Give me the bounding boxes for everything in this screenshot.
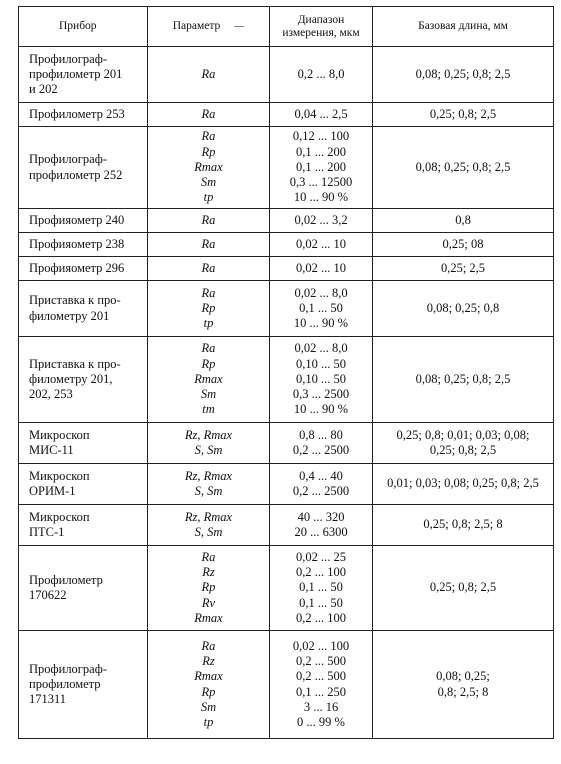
range-line: 0,10 ... 50 bbox=[296, 371, 346, 386]
range-line: 0,1 ... 200 bbox=[296, 159, 346, 174]
range-line: 0,1 ... 50 bbox=[299, 300, 343, 315]
range-line: 3 ... 16 bbox=[303, 699, 339, 714]
base-length-cell bbox=[373, 257, 554, 281]
parameter-line: Sm bbox=[200, 699, 217, 714]
parameter-line: Rmax bbox=[194, 371, 223, 386]
base-length-line: 0,25; 08 bbox=[442, 236, 484, 251]
header-range: Диапазон измерения, мкм bbox=[270, 7, 373, 47]
range-line: 0,2 ... 100 bbox=[296, 610, 346, 625]
device-name-line: Профилограф- bbox=[29, 51, 107, 66]
table-row bbox=[19, 631, 554, 739]
parameter-line: Rv bbox=[201, 595, 216, 610]
parameter-cell bbox=[148, 47, 270, 103]
base-length-line: 0,25; 0,8; 2,5 bbox=[429, 580, 497, 595]
parameter-line: Ra bbox=[201, 129, 216, 144]
range-line: 0,02 ... 8,0 bbox=[294, 341, 348, 356]
parameter-line: Rmax bbox=[194, 159, 223, 174]
parameter-line: Ra bbox=[201, 212, 216, 227]
range-line: 0,2 ... 500 bbox=[296, 653, 346, 668]
range-line: 0,12 ... 100 bbox=[292, 129, 350, 144]
parameter-line: Rp bbox=[201, 356, 216, 371]
range-line: 0,02 ... 10 bbox=[296, 260, 346, 275]
table-row bbox=[19, 281, 554, 337]
table-row bbox=[19, 47, 554, 103]
parameter-line: Ra bbox=[201, 260, 216, 275]
parameter-line: Ra bbox=[201, 106, 216, 121]
range-line: 10 ... 90 % bbox=[293, 190, 349, 205]
parameter-cell bbox=[148, 103, 270, 127]
parameter-line: Ra bbox=[201, 341, 216, 356]
range-line: 0 ... 99 % bbox=[297, 715, 345, 730]
range-line: 0,10 ... 50 bbox=[296, 356, 346, 371]
table-row bbox=[19, 127, 554, 209]
device-name-line: Микроскоп bbox=[29, 427, 90, 442]
base-length-cell bbox=[373, 631, 554, 739]
device-name-cell bbox=[19, 127, 148, 209]
base-length-line: 0,08; 0,25; 0,8; 2,5 bbox=[415, 66, 511, 81]
range-line: 0,1 ... 200 bbox=[296, 144, 346, 159]
range-cell bbox=[270, 337, 373, 423]
device-name-line: ПТС-1 bbox=[29, 525, 65, 539]
range-line: 0,02 ... 10 bbox=[296, 236, 346, 251]
base-length-line: 0,01; 0,03; 0,08; 0,25; 0,8; 2,5 bbox=[387, 476, 539, 491]
range-line: 0,4 ... 40 bbox=[299, 468, 343, 483]
parameter-line: Ra bbox=[201, 285, 216, 300]
header-base-length: Базовая длина, мм bbox=[373, 7, 554, 47]
table-row bbox=[19, 505, 554, 546]
device-name-line: Профияометр 296 bbox=[29, 260, 125, 275]
device-name-line: филометру 201 bbox=[29, 308, 110, 323]
device-name-line: профилометр 252 bbox=[29, 167, 123, 182]
header-mark: — bbox=[234, 21, 245, 32]
device-name-line: Микроскоп bbox=[29, 468, 90, 483]
parameter-line: Rp bbox=[201, 684, 216, 699]
base-length-line: 0,25; 0,8; 2,5; 8 bbox=[423, 517, 503, 532]
device-name-cell bbox=[19, 233, 148, 257]
parameter-line: tm bbox=[202, 402, 215, 417]
range-cell bbox=[270, 127, 373, 209]
range-line: 0,04 ... 2,5 bbox=[294, 106, 348, 121]
parameter-line: S, Sm bbox=[194, 484, 223, 498]
parameter-line: Rp bbox=[201, 144, 216, 159]
device-name-line: 171311 bbox=[29, 692, 67, 707]
device-name-line: Профилограф- bbox=[29, 152, 107, 167]
parameter-line: Rz, Rmax bbox=[184, 468, 233, 483]
range-line: 20 ... 6300 bbox=[294, 525, 348, 539]
range-line: 40 ... 320 bbox=[297, 509, 345, 524]
parameter-line: Ra bbox=[201, 638, 216, 653]
range-line: 0,2 ... 100 bbox=[296, 565, 346, 580]
range-cell bbox=[270, 233, 373, 257]
device-name-cell bbox=[19, 546, 148, 631]
parameter-line: Sm bbox=[200, 175, 217, 190]
base-length-cell bbox=[373, 337, 554, 423]
device-name-cell bbox=[19, 505, 148, 546]
device-name-cell bbox=[19, 337, 148, 423]
parameter-line: Rz bbox=[202, 565, 215, 580]
device-name-line: Приставка к про- bbox=[29, 293, 121, 308]
device-name-line: Микроскоп bbox=[29, 509, 90, 524]
range-line: 0,02 ... 3,2 bbox=[294, 212, 348, 227]
base-length-cell bbox=[373, 505, 554, 546]
range-cell bbox=[270, 281, 373, 337]
device-name-line: филометру 201, bbox=[29, 371, 113, 386]
range-cell bbox=[270, 209, 373, 233]
range-cell bbox=[270, 546, 373, 631]
table-row bbox=[19, 209, 554, 233]
device-table bbox=[18, 6, 554, 739]
range-line: 0,2 ... 2500 bbox=[292, 484, 350, 498]
header-device: Прибор bbox=[19, 7, 148, 47]
base-length-line: 0,25; 0,8; 2,5 bbox=[429, 106, 497, 121]
base-length-line: 0,25; 0,8; 2,5 bbox=[429, 443, 497, 457]
parameter-cell bbox=[148, 281, 270, 337]
table-row bbox=[19, 233, 554, 257]
device-name-line: Приставка к про- bbox=[29, 356, 121, 371]
device-name-line: Профилометр bbox=[29, 572, 103, 587]
base-length-cell bbox=[373, 546, 554, 631]
device-name-line: Профияометр 238 bbox=[29, 236, 125, 251]
parameter-line: S, Sm bbox=[194, 443, 223, 457]
parameter-line: tp bbox=[203, 316, 214, 331]
device-name-cell bbox=[19, 103, 148, 127]
range-line: 10 ... 90 % bbox=[293, 402, 349, 417]
range-cell bbox=[270, 631, 373, 739]
parameter-line: Rp bbox=[201, 300, 216, 315]
device-name-cell bbox=[19, 209, 148, 233]
device-name-cell bbox=[19, 631, 148, 739]
table-header-row bbox=[19, 7, 554, 47]
device-name-line: Профияометр 240 bbox=[29, 212, 125, 227]
device-name-line: 202, 253 bbox=[29, 387, 73, 402]
parameter-line: Ra bbox=[201, 66, 216, 81]
range-line: 0,8 ... 80 bbox=[299, 427, 343, 442]
table-row bbox=[19, 546, 554, 631]
device-name-cell bbox=[19, 423, 148, 464]
range-cell bbox=[270, 257, 373, 281]
range-line: 0,2 ... 500 bbox=[296, 669, 346, 684]
header-parameter: Параметр — bbox=[148, 7, 270, 47]
parameter-cell bbox=[148, 257, 270, 281]
base-length-line: 0,25; 0,8; 0,01; 0,03; 0,08; bbox=[396, 427, 530, 442]
base-length-cell bbox=[373, 209, 554, 233]
range-cell bbox=[270, 103, 373, 127]
range-line: 10 ... 90 % bbox=[293, 316, 349, 331]
parameter-cell bbox=[148, 127, 270, 209]
device-name-line: Профилометр 253 bbox=[29, 106, 125, 121]
base-length-cell bbox=[373, 464, 554, 505]
parameter-line: Rmax bbox=[194, 669, 223, 684]
range-line: 0,1 ... 250 bbox=[296, 684, 346, 699]
parameter-line: tp bbox=[203, 190, 214, 205]
table-row bbox=[19, 423, 554, 464]
base-length-line: 0,08; 0,25; 0,8; 2,5 bbox=[415, 371, 511, 386]
table-row bbox=[19, 257, 554, 281]
range-line: 0,2 ... 2500 bbox=[292, 443, 350, 457]
parameter-line: Rz, Rmax bbox=[184, 509, 233, 524]
device-name-cell bbox=[19, 257, 148, 281]
base-length-line: 0,25; 2,5 bbox=[440, 260, 486, 275]
parameter-cell bbox=[148, 546, 270, 631]
device-name-cell bbox=[19, 281, 148, 337]
table-row bbox=[19, 337, 554, 423]
base-length-cell bbox=[373, 281, 554, 337]
parameter-cell bbox=[148, 423, 270, 464]
table-row bbox=[19, 464, 554, 505]
parameter-line: Rp bbox=[201, 580, 216, 595]
base-length-line: 0,8; 2,5; 8 bbox=[437, 684, 489, 699]
range-line: 0,2 ... 8,0 bbox=[297, 66, 345, 81]
device-name-line: профилометр 201 bbox=[29, 66, 123, 81]
device-name-line: МИС-11 bbox=[29, 443, 74, 457]
device-name-line: ОРИМ-1 bbox=[29, 484, 76, 498]
parameter-line: Ra bbox=[201, 236, 216, 251]
range-cell bbox=[270, 464, 373, 505]
parameter-cell bbox=[148, 464, 270, 505]
range-cell bbox=[270, 47, 373, 103]
device-name-cell bbox=[19, 464, 148, 505]
base-length-line: 0,8 bbox=[455, 212, 471, 227]
parameter-cell bbox=[148, 505, 270, 546]
parameter-line: Rmax bbox=[194, 610, 223, 625]
range-line: 0,1 ... 50 bbox=[299, 595, 343, 610]
base-length-cell bbox=[373, 423, 554, 464]
table-row bbox=[19, 103, 554, 127]
parameter-cell bbox=[148, 337, 270, 423]
device-name-line: профилометр bbox=[29, 676, 101, 691]
parameter-cell bbox=[148, 209, 270, 233]
parameter-line: S, Sm bbox=[194, 525, 223, 539]
base-length-cell bbox=[373, 47, 554, 103]
range-line: 0,02 ... 8,0 bbox=[294, 285, 348, 300]
base-length-cell bbox=[373, 127, 554, 209]
parameter-line: Sm bbox=[200, 387, 217, 402]
range-line: 0,3 ... 12500 bbox=[289, 175, 353, 190]
range-line: 0,02 ... 100 bbox=[292, 638, 350, 653]
range-line: 0,1 ... 50 bbox=[299, 580, 343, 595]
parameter-line: Rz, Rmax bbox=[184, 427, 233, 442]
device-name-line: 170622 bbox=[29, 588, 67, 602]
parameter-cell bbox=[148, 233, 270, 257]
parameter-line: Ra bbox=[201, 549, 216, 564]
base-length-cell bbox=[373, 233, 554, 257]
device-name-line: и 202 bbox=[29, 82, 58, 97]
device-name-cell bbox=[19, 47, 148, 103]
range-line: 0,3 ... 2500 bbox=[292, 387, 350, 402]
range-line: 0,02 ... 25 bbox=[296, 549, 346, 564]
range-cell bbox=[270, 505, 373, 546]
base-length-cell bbox=[373, 103, 554, 127]
base-length-line: 0,08; 0,25; 0,8; 2,5 bbox=[415, 159, 511, 174]
parameter-line: Rz bbox=[202, 653, 215, 668]
range-cell bbox=[270, 423, 373, 464]
parameter-line: tp bbox=[203, 715, 214, 730]
parameter-cell bbox=[148, 631, 270, 739]
base-length-line: 0,08; 0,25; bbox=[436, 669, 490, 684]
device-name-line: Профилограф- bbox=[29, 661, 107, 676]
base-length-line: 0,08; 0,25; 0,8 bbox=[426, 300, 500, 315]
